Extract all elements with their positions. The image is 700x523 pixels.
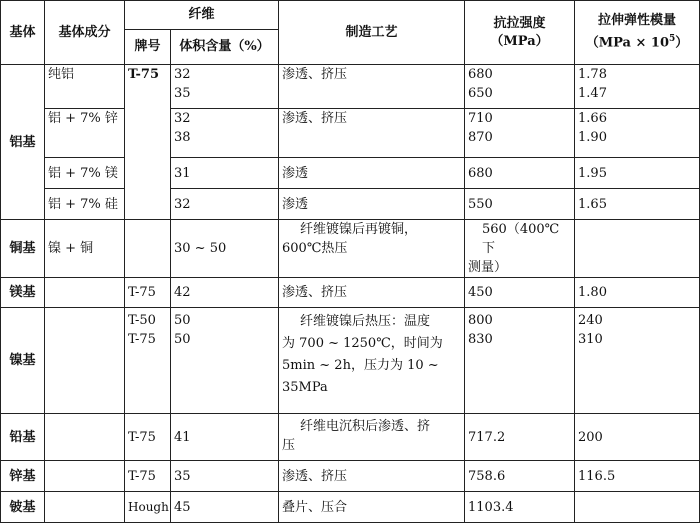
- tensile-strength: 450: [465, 278, 575, 308]
- table-row: [1, 109, 700, 158]
- volume-content: 50 50: [171, 308, 279, 414]
- process: 叠片、压合: [279, 492, 465, 523]
- tensile-strength: 800 830: [465, 308, 575, 414]
- header-fiber: 纤维: [125, 1, 279, 30]
- group-label-lead: 铅基: [1, 414, 45, 461]
- tensile-modulus: 200: [575, 414, 700, 461]
- tensile-strength: 758.6: [465, 461, 575, 492]
- volume-content: 42: [171, 278, 279, 308]
- fiber-brand: T-75: [125, 414, 171, 461]
- tensile-strength: 680 650: [465, 65, 575, 109]
- tensile-modulus: 240 310: [575, 308, 700, 414]
- fiber-brand: T-75: [125, 278, 171, 308]
- base-composition: 铝 + 7% 硅: [45, 189, 125, 220]
- volume-content: 32 38: [171, 109, 279, 158]
- header-tensile-strength: 抗拉强度 （MPa）: [465, 1, 575, 65]
- tensile-modulus: [575, 492, 700, 523]
- header-tensile-modulus: 拉伸弹性模量 $(MPa \times 10^5)$: [575, 1, 700, 65]
- tensile-modulus: [575, 220, 700, 278]
- header-process: 制造工艺: [279, 1, 465, 65]
- process: 渗透、挤压: [279, 65, 465, 109]
- volume-content: 32: [171, 189, 279, 220]
- table-row: [1, 308, 700, 414]
- group-label-nickel: 镍基: [1, 308, 45, 414]
- header-brand: 牌号: [125, 30, 171, 65]
- fiber-brand: Hough: [125, 492, 171, 523]
- group-label-aluminum: 铝基: [1, 65, 45, 220]
- volume-content: 45: [171, 492, 279, 523]
- process: 渗透、挤压: [279, 278, 465, 308]
- process: 渗透: [279, 189, 465, 220]
- fiber-brand: T-50 T-75: [125, 308, 171, 414]
- table-row: [1, 189, 700, 220]
- table-row: [1, 414, 700, 461]
- base-composition: [45, 308, 125, 414]
- base-composition: [45, 492, 125, 523]
- base-composition: [45, 461, 125, 492]
- base-composition: 铝 + 7% 锌: [45, 109, 125, 158]
- table-row: [1, 65, 700, 109]
- table-row: [1, 461, 700, 492]
- fiber-brand: T-75: [125, 461, 171, 492]
- process: 渗透、挤压: [279, 109, 465, 158]
- process: 渗透、挤压: [279, 461, 465, 492]
- tensile-modulus: 1.65: [575, 189, 700, 220]
- header-volume-content: 体积含量（%）: [171, 30, 279, 65]
- table-row: [1, 158, 700, 189]
- tensile-strength: 710 870: [465, 109, 575, 158]
- volume-content: 35: [171, 461, 279, 492]
- base-composition: 镍 + 铜: [45, 220, 125, 278]
- table-row: [1, 220, 700, 278]
- volume-content: 31: [171, 158, 279, 189]
- process: 纤维电沉积后渗透、挤 压: [279, 414, 465, 461]
- group-label-zinc: 锌基: [1, 461, 45, 492]
- tensile-modulus: 1.80: [575, 278, 700, 308]
- header-base: 基体: [1, 1, 45, 65]
- tensile-modulus: 116.5: [575, 461, 700, 492]
- table-row: [1, 278, 700, 308]
- volume-content: 30 ~ 50: [171, 220, 279, 278]
- tensile-modulus: 1.78 1.47: [575, 65, 700, 109]
- tensile-strength: 550: [465, 189, 575, 220]
- base-composition: [45, 278, 125, 308]
- tensile-modulus: 1.66 1.90: [575, 109, 700, 158]
- fiber-brand: [125, 220, 171, 278]
- process: 渗透: [279, 158, 465, 189]
- group-label-copper: 铜基: [1, 220, 45, 278]
- base-composition: 铝 + 7% 镁: [45, 158, 125, 189]
- tensile-strength: 680: [465, 158, 575, 189]
- process: 纤维镀镍后再镀铜， 600℃热压: [279, 220, 465, 278]
- tensile-modulus: 1.95: [575, 158, 700, 189]
- fiber-brand: T-75: [125, 65, 171, 220]
- base-composition: [45, 414, 125, 461]
- tensile-strength: 717.2: [465, 414, 575, 461]
- volume-content: 41: [171, 414, 279, 461]
- group-label-magnesium: 镁基: [1, 278, 45, 308]
- group-label-beryllium: 铍基: [1, 492, 45, 523]
- base-composition: 纯铝: [45, 65, 125, 109]
- tensile-strength: 1103.4: [465, 492, 575, 523]
- process: 纤维镀镍后热压：温度 为 700 ~ 1250℃，时间为 5min ~ 2h，压力为 10 ~ 35MPa: [279, 308, 465, 414]
- table-row: [1, 492, 700, 523]
- volume-content: 32 35: [171, 65, 279, 109]
- header-base-composition: 基体成分: [45, 1, 125, 65]
- tensile-strength: 560（400℃下 测量）: [465, 220, 575, 278]
